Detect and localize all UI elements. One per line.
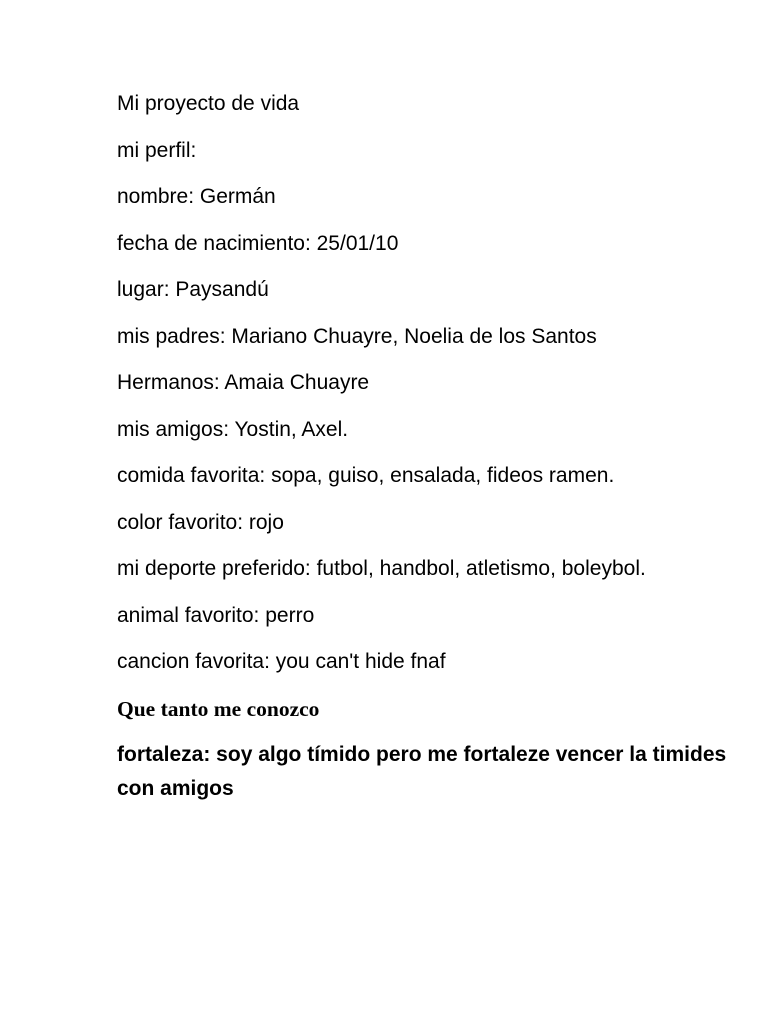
favorite-food-line: comida favorita: sopa, guiso, ensalada, fideos ramen. (117, 464, 615, 487)
strength-paragraph: fortaleza: soy algo tímido pero me fortaleze vencer la timides con amigos (117, 742, 727, 800)
profile-label: mi perfil: (117, 138, 197, 162)
birthdate-line: fecha de nacimiento: 25/01/10 (117, 231, 399, 255)
section-heading: Que tanto me conozco (117, 696, 320, 721)
favorite-animal-line: animal favorito: perro (117, 603, 315, 627)
place-line: lugar: Paysandú (117, 278, 269, 301)
parents-line: mis padres: Mariano Chuayre, Noelia de los Santos (117, 324, 597, 348)
favorite-color-line: color favorito: rojo (117, 510, 284, 534)
name-line: nombre: Germán (117, 185, 276, 208)
favorite-sport-line: mi deporte preferido: futbol, handbol, atletismo, boleybol. (117, 557, 646, 580)
document-title: Mi proyecto de vida (117, 92, 300, 115)
document-page (117, 87, 737, 818)
siblings-line: Hermanos: Amaia Chuayre (117, 371, 370, 394)
favorite-song-line: cancion favorita: you can't hide fnaf (117, 650, 446, 673)
friends-line: mis amigos: Yostin, Axel. (117, 417, 349, 441)
